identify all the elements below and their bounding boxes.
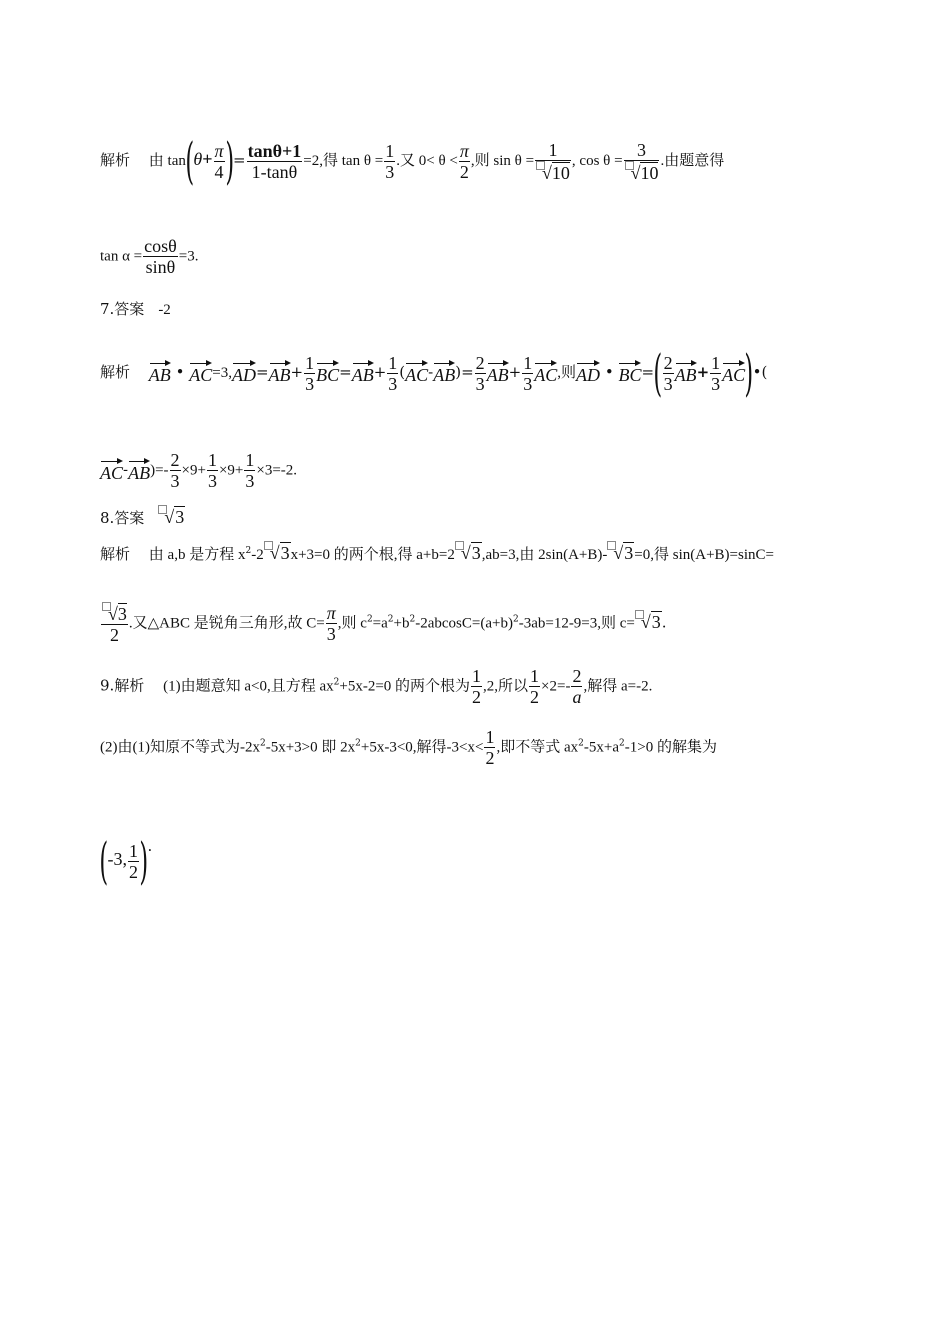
- numerator: π: [326, 603, 336, 623]
- numerator: π: [459, 140, 469, 161]
- radicand: 3: [280, 543, 290, 563]
- text: -5x+a: [583, 739, 619, 756]
- text: -2: [251, 547, 264, 563]
- numerator: 1: [523, 352, 533, 373]
- placeholder-box: [625, 161, 634, 170]
- plus: +: [202, 149, 213, 169]
- solution-6-line-1: 解析 由 tan(θ+ $\frac{\pi}{4}$ )= $\frac{\tan\theta+1}{1-\tan\theta}$ =2,得 tan θ = $\frac{1}{3}$ .又 0< θ < $\frac{\pi}{2}$ ,则 sin θ = $\frac{1}{√10}$ , cos θ = $\frac{3}{√10}$ .由题意得: [100, 132, 725, 190]
- solution-label: 解析: [100, 545, 131, 563]
- left-paren: (: [185, 132, 195, 190]
- fraction-1-2: [128, 841, 139, 882]
- denominator: 2: [472, 687, 482, 707]
- minus: -: [123, 460, 129, 479]
- superscript: 2: [578, 738, 584, 749]
- right-paren: ): [744, 344, 754, 402]
- superscript: 2: [512, 614, 519, 625]
- solution-8-line-1: [100, 541, 774, 565]
- denominator: 3: [523, 373, 533, 394]
- fraction-pi-2: [459, 141, 470, 182]
- numerator: 1: [245, 450, 255, 470]
- denominator: 3: [663, 373, 673, 394]
- right-paren: ): [455, 363, 462, 381]
- text: )=-: [150, 462, 169, 479]
- text: x+3=0 的两个根,得 a+b=2: [290, 547, 455, 563]
- numerator: √3: [101, 602, 128, 625]
- solution-7-line-1: [100, 344, 768, 402]
- text: =0,得 sin(A+B)=sinC=: [634, 547, 774, 563]
- numerator: 2: [170, 450, 180, 470]
- denominator: 2: [530, 687, 540, 707]
- denominator: sinθ: [145, 257, 176, 277]
- placeholder-box: [536, 161, 545, 170]
- interval-start: -3,: [107, 849, 128, 869]
- text: ×3=-2.: [256, 462, 298, 479]
- text: 由 a,b 是方程 x: [148, 547, 246, 563]
- text: , cos θ =: [571, 153, 623, 169]
- denominator: 3: [305, 373, 315, 394]
- denominator: 3: [326, 624, 336, 644]
- answer-label: 7.答案: [100, 300, 145, 318]
- fraction-1-2: [471, 666, 482, 707]
- vector-ad: AD: [232, 359, 256, 385]
- fraction-2-3: [475, 353, 486, 394]
- numerator: 3: [624, 140, 660, 161]
- text: ,解得 a=-2.: [583, 678, 653, 695]
- vector-ac: AC: [100, 457, 123, 483]
- sqrt-3: √3: [607, 541, 634, 563]
- dot-operator: •: [604, 363, 614, 381]
- dot-operator: •: [175, 363, 185, 381]
- superscript: 2: [387, 614, 394, 625]
- denominator: 3: [207, 471, 217, 491]
- superscript: 2: [619, 738, 625, 749]
- answer-label: 8.答案: [100, 509, 145, 527]
- fraction-pi-3: [326, 603, 337, 644]
- superscript: 2: [409, 614, 416, 625]
- vector-ab: AB: [487, 359, 509, 385]
- fraction-3-sqrt10: [624, 140, 660, 183]
- vector-ab: AB: [149, 359, 171, 385]
- fraction-tan: [247, 141, 303, 182]
- left-paren: (: [399, 363, 406, 381]
- vector-ac: AC: [405, 359, 428, 385]
- fraction-1-3: [387, 353, 398, 394]
- plus: +: [508, 363, 522, 381]
- text: =a: [372, 615, 388, 632]
- text: -3ab=12-9=3,则 c=: [518, 615, 635, 632]
- superscript: 2: [355, 738, 361, 749]
- radicand: 3: [117, 604, 127, 624]
- superscript: 2: [366, 614, 373, 625]
- vector-ab: AB: [352, 359, 374, 385]
- plus: +: [290, 363, 304, 381]
- superscript: 2: [333, 677, 340, 688]
- text: ,则 c: [337, 615, 367, 632]
- theta: θ: [193, 149, 203, 169]
- numerator: 1: [388, 352, 398, 373]
- text: 由 tan: [148, 153, 186, 169]
- vector-ab: AB: [269, 359, 291, 385]
- radicand: 3: [471, 543, 481, 563]
- denominator: 3: [388, 373, 398, 394]
- fraction-1-3: [710, 353, 721, 394]
- text: .: [147, 837, 153, 855]
- numerator: 1: [530, 666, 540, 686]
- text: ×2=-: [541, 678, 571, 695]
- solution-label: 解析: [100, 363, 131, 381]
- text: ×9+: [218, 462, 244, 479]
- text: .: [661, 613, 667, 632]
- solution-label: 9.解析: [100, 676, 145, 695]
- fraction-1-3: [244, 450, 255, 491]
- text: +5x-3<0,解得-3<x<: [360, 739, 484, 756]
- denominator: 2: [109, 625, 119, 645]
- radicand: 10: [640, 162, 659, 183]
- fraction-2-a: [571, 666, 582, 707]
- text: •(: [752, 363, 768, 381]
- fraction-1-2: [484, 727, 495, 768]
- solution-label: 解析: [100, 151, 131, 169]
- sqrt-3: √3: [635, 610, 662, 632]
- fraction-1-3: [384, 141, 395, 182]
- radicand: 3: [624, 543, 634, 563]
- denominator: 3: [245, 471, 255, 491]
- placeholder-box: [264, 541, 273, 550]
- placeholder-box: [635, 610, 644, 619]
- denominator: 4: [214, 161, 224, 182]
- fraction-1-2: [529, 666, 540, 707]
- denominator: 2: [459, 161, 469, 182]
- superscript: 2: [259, 738, 266, 749]
- text: .又△ABC 是锐角三角形,故 C=: [128, 615, 325, 632]
- placeholder-box: [158, 505, 167, 514]
- placeholder-box: [607, 541, 616, 550]
- text: =3.: [178, 248, 199, 265]
- solution-9-part-1: [100, 666, 652, 707]
- denominator: √10: [624, 161, 660, 183]
- text: ,则: [557, 365, 577, 381]
- text: -5x+3>0 即 2x: [265, 739, 356, 756]
- solution-8-line-2: [100, 602, 667, 645]
- numerator: 1: [385, 140, 395, 161]
- vector-ac: AC: [722, 359, 745, 385]
- numerator: tanθ+1: [247, 140, 302, 161]
- text: =3,: [212, 365, 232, 381]
- vector-ab: AB: [675, 359, 697, 385]
- equals: =: [255, 363, 269, 381]
- vector-ab: AB: [128, 457, 150, 483]
- fraction-pi-over-4: [214, 141, 225, 182]
- plus: +: [696, 363, 710, 381]
- superscript: 2: [245, 546, 252, 556]
- solution-6-line-2: [100, 236, 199, 277]
- denominator: 2: [129, 861, 139, 882]
- radicand: 3: [175, 507, 185, 527]
- numerator: 1: [129, 840, 139, 861]
- equals: =: [339, 363, 352, 381]
- vector-bc: BC: [316, 359, 339, 385]
- fraction-2-3: [170, 450, 181, 491]
- denominator: 3: [711, 373, 721, 394]
- text: (1)由题意知 a<0,且方程 ax: [163, 678, 334, 695]
- numerator: 1: [711, 352, 721, 373]
- answer-value: -2: [158, 302, 171, 318]
- denominator: 1-tanθ: [251, 161, 298, 182]
- numerator: 2: [663, 352, 673, 373]
- denominator: 3: [475, 373, 485, 394]
- text: =2,得 tan θ =: [303, 153, 384, 169]
- placeholder-box: [455, 541, 464, 550]
- denominator: 3: [170, 471, 180, 491]
- solution-7-line-2: [100, 450, 297, 491]
- numerator: π: [214, 140, 224, 161]
- fraction-2-3: [663, 353, 674, 394]
- fraction-1-3: [304, 353, 315, 394]
- text: (2)由(1)知原不等式为-2x: [100, 739, 260, 756]
- right-paren: ): [224, 132, 234, 190]
- radicand: 3: [651, 611, 661, 632]
- fraction-1-3: [522, 353, 533, 394]
- minus: -: [428, 363, 434, 381]
- sqrt-3: √3: [455, 541, 482, 563]
- text: ×9+: [181, 462, 206, 479]
- fraction-1-3: [207, 450, 218, 491]
- left-paren: (: [99, 832, 109, 890]
- answer-8: [100, 505, 185, 528]
- vector-ac: AC: [189, 359, 212, 385]
- text: +5x-2=0 的两个根为: [339, 678, 471, 695]
- text: .又 0< θ <: [396, 153, 458, 169]
- text: ,即不等式 ax: [496, 739, 579, 756]
- solution-9-part-2: [100, 727, 717, 768]
- text: ,则 sin θ =: [470, 153, 535, 169]
- numerator: 1: [472, 666, 482, 686]
- sqrt-3: √3: [158, 505, 185, 527]
- vector-bc: BC: [618, 359, 641, 385]
- text: ,ab=3,由 2sin(A+B)-: [481, 547, 608, 563]
- denominator: 2: [485, 748, 495, 768]
- fraction-1-sqrt10: [535, 140, 571, 183]
- right-paren: ): [139, 832, 149, 890]
- numerator: 1: [535, 140, 571, 161]
- text: +b: [393, 615, 410, 632]
- radicand: 10: [551, 162, 570, 183]
- denominator: √10: [535, 161, 571, 183]
- denominator: 3: [385, 161, 395, 182]
- text: .由题意得: [660, 153, 725, 169]
- equals: =: [641, 363, 655, 381]
- answer-7: [100, 299, 171, 320]
- vector-ac: AC: [534, 359, 557, 385]
- text: -2abcosC=(a+b): [415, 615, 513, 632]
- placeholder-box: [102, 602, 111, 611]
- fraction-cos-sin: [143, 236, 178, 277]
- numerator: cosθ: [144, 236, 177, 256]
- text: ,2,所以: [483, 678, 529, 695]
- solution-9-interval: [99, 832, 153, 890]
- numerator: 1: [207, 450, 217, 470]
- numerator: 1: [305, 352, 315, 373]
- numerator: 2: [475, 352, 485, 373]
- equals: =: [461, 363, 474, 381]
- text: -1>0 的解集为: [624, 739, 717, 756]
- numerator: 1: [485, 727, 495, 747]
- vector-ad: AD: [576, 359, 600, 385]
- left-paren: (: [653, 344, 663, 402]
- sqrt-3: √3: [264, 541, 291, 563]
- vector-ab: AB: [433, 359, 455, 385]
- text: tan α =: [100, 248, 143, 265]
- denominator: a: [572, 687, 582, 707]
- numerator: 2: [572, 666, 582, 686]
- fraction-sqrt3-2: [101, 602, 128, 645]
- plus: +: [373, 363, 387, 381]
